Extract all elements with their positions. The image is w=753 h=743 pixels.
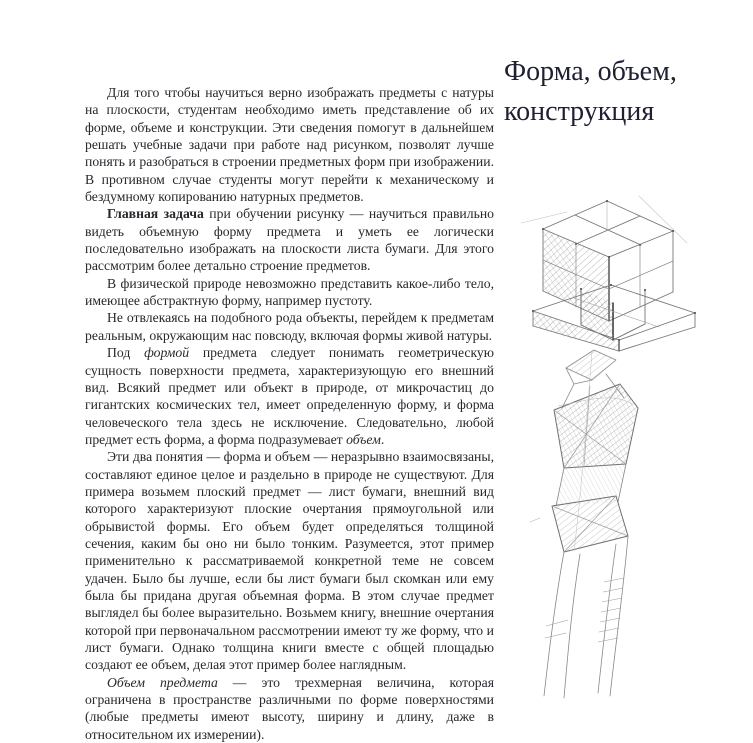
paragraph: Не отвлекаясь на подобного рода объекты, перейдем к предметам реальным, окружающим нас повсюду, включая формы живой натуры. [85,310,494,343]
paragraph: Для того чтобы научиться верно изображать предметы с натуры на плоскости, студентам необходимо иметь представление об их форме, объеме и конструкции. Эти сведения помогут в дальнейшем решать учебные задачи при работе над рисунком, позволят лучше понять и разобраться в строении предметных форм при изображении. В противном случае студенты могут перейти к механическому и бездумному копированию натурных предметов. [85,85,494,205]
paragraph: В физической природе невозможно представить какое-либо тело, имеющее абстрактную форму, например пустоту. [85,275,494,309]
stacked-volumes-sketch [519,191,701,351]
article-text [85,84,494,743]
paragraph: Объем предмета — это трехмерная величина, которая ограничена в пространстве различными по форме поверхностями (любые предметы имеют высоту, ширину и длину, даже в относительном их измерении). [85,674,494,742]
constructive-figure-sketch [528,346,668,702]
paragraph: Главная задача при обучении рисунку — научиться правильно видеть объемную форму предмета и уметь ее логически последовательно изображать на плоскости листа бумаги. Для этого рассмотрим более детально строение предметов. [85,206,494,274]
paragraph: Под формой предмета следует понимать геометрическую сущность поверхности предмета, характеризующую его внешний вид. Всякий предмет или объект в природе, от микрочастиц до гигантских космических тел, имеет определенную форму, и форма человеческого тела здесь не исключение. Следовательно, любой предмет есть форма, а форма подразумевает объем. [85,345,494,447]
chapter-title: Форма, объем, конструкция [504,56,677,127]
paragraph: Эти два понятия — форма и объем — неразрывно взаимосвязаны, составляют единое целое и раздельно в природе не существуют. Для примера возьмем плоский предмет — лист бумаги, внешний вид которого характеризуют плоские очертания прямоугольной или обрывистой формы. Его объем будет определяться толщиной сечения, каким бы оно ни было тонким. Разумеется, этот пример применительно к рассматриваемой конкретной теме не совсем удачен. Было бы лучше, если бы лист бумаги был скомкан или ему была бы придана другая объемная форма. В этом случае предмет выглядел бы более выразительно. Возьмем книгу, внешние очертания которой при первоначальном рассмотрении имеют ту же форму, что и лист бумаги. Однако толщина книги вместе с общей площадью создают ее объем, делая этот пример более наглядным. [85,449,494,673]
